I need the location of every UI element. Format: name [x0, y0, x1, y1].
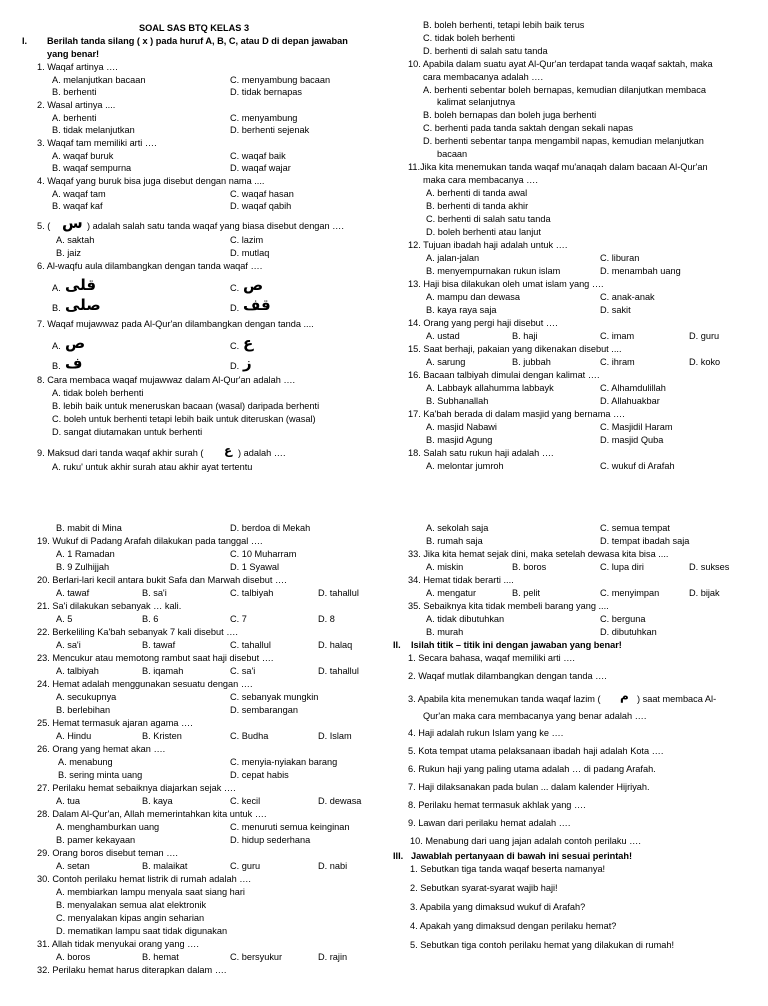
text-line: 2. Waqaf mutlak dilambangkan dengan tanda ….	[408, 671, 607, 681]
text-line: C. berhenti pada tanda saktah dengan sekali napas	[423, 123, 633, 133]
text-line: C. anak-anak	[600, 292, 655, 302]
text-line: B. boros	[512, 562, 547, 572]
text-line: SOAL SAS BTQ KELAS 3	[139, 23, 250, 33]
text-line: A.	[52, 341, 61, 351]
text-line: D. waqaf qabih	[230, 201, 292, 211]
text-line: 23. Mencukur atau memotong rambut saat haji disebut ….	[37, 653, 274, 663]
text-line: D. sukses	[689, 562, 730, 572]
text-line: C. lupa diri	[600, 562, 644, 572]
text-line: C. Budha	[230, 731, 269, 741]
text-line: A. 5	[56, 614, 73, 624]
text-line: A. saktah	[56, 235, 95, 245]
text-line: A. Hindu	[56, 731, 92, 741]
text-line: C. sa'i	[230, 666, 256, 676]
text-line: A. sa'i	[56, 640, 81, 650]
text-line: B. boleh bernapas dan boleh juga berhenti	[423, 110, 597, 120]
text-line: B. tidak melanjutkan	[52, 125, 135, 135]
text-line: A. tidak boleh berhenti	[52, 388, 144, 398]
text-line: D. sembarangan	[230, 705, 298, 715]
text-line: 5. (	[37, 221, 51, 231]
text-line: 4. Haji adalah rukun Islam yang ke ….	[408, 728, 564, 738]
text-line: 16. Bacaan talbiyah dimulai dengan kalimat ….	[408, 370, 600, 380]
text-line: C. waqaf hasan	[230, 189, 294, 199]
text-line: B. jaiz	[56, 248, 82, 258]
text-line: 7. Haji dilaksanakan pada bulan ... dalam kalender Hijriyah.	[408, 782, 650, 792]
text-line: 10. Menabung dari uang jajan adalah contoh perilaku ….	[410, 836, 641, 846]
text-line: C. Masjidil Haram	[600, 422, 673, 432]
text-line: D. berhenti sejenak	[230, 125, 310, 135]
text-line: 1. Secara bahasa, waqaf memiliki arti ….	[408, 653, 575, 663]
text-line: C. menyalakan kipas angin seharian	[56, 913, 205, 923]
text-line: A.	[52, 283, 61, 293]
text-line: C. talbiyah	[230, 588, 274, 598]
text-line: C. semua tempat	[600, 523, 670, 533]
text-line: D. tidak bernapas	[230, 87, 303, 97]
text-line: B. sa'i	[142, 588, 167, 598]
text-line: A. Labbayk allahumma labbayk	[426, 383, 554, 393]
text-line: C. menyambung	[230, 113, 298, 123]
text-line: 5. Sebutkan tiga contoh perilaku hemat yang dilakukan di rumah!	[410, 940, 675, 950]
text-line: A. secukupnya	[56, 692, 117, 702]
text-line: 7. Waqaf mujawwaz pada Al-Qur'an dilambangkan dengan tanda ....	[37, 319, 314, 329]
text-line: C. imam	[600, 331, 635, 341]
text-line: Jawablah pertanyaan di bawah ini sesuai perintah!	[411, 851, 633, 861]
text-line: D. mutlaq	[230, 248, 270, 258]
arabic-waqaf-sign: م	[620, 689, 629, 703]
arabic-waqaf-sign: صلى	[65, 296, 101, 314]
text-line: D. berhenti sebentar tanpa mengambil napas, kemudian melanjutkan	[423, 136, 704, 146]
text-line: II.	[393, 640, 401, 650]
text-line: A. menabung	[58, 757, 113, 767]
text-line: B. hemat	[142, 952, 179, 962]
text-line: A. melontar jumroh	[426, 461, 504, 471]
text-line: 12. Tujuan ibadah haji adalah untuk ….	[408, 240, 568, 250]
arabic-waqaf-sign: ز	[243, 354, 252, 372]
text-line: kalimat selanjutnya	[437, 97, 516, 107]
text-line: B. rumah saja	[426, 536, 483, 546]
text-line: B. jubbah	[512, 357, 551, 367]
text-line: C. menyimpan	[600, 588, 660, 598]
text-line: D. dibutuhkan	[600, 627, 657, 637]
text-line: B. berlebihan	[56, 705, 111, 715]
text-line: A. tidak dibutuhkan	[426, 614, 505, 624]
text-line: D. cepat habis	[230, 770, 289, 780]
text-line: 11.Jika kita menemukan tanda waqaf mu'anaqah dalam bacaan Al-Qur'an	[408, 162, 708, 172]
arabic-waqaf-sign: ص	[243, 276, 264, 294]
text-line: 13. Haji bisa dilakukan oleh umat islam yang ….	[408, 279, 604, 289]
text-line: C. berguna	[600, 614, 646, 624]
text-line: 1. Waqaf artinya ….	[37, 62, 118, 72]
text-line: 8. Cara membaca waqaf mujawwaz dalam Al-Qur'an adalah ….	[37, 375, 296, 385]
text-line: A. 1 Ramadan	[56, 549, 115, 559]
text-line: C. kecil	[230, 796, 261, 806]
text-line: 9. Lawan dari perilaku hemat adalah ….	[408, 818, 571, 828]
text-line: A. miskin	[426, 562, 464, 572]
text-line: D. tahallul	[318, 588, 359, 598]
text-line: B. malaikat	[142, 861, 188, 871]
text-line: A. waqaf tam	[52, 189, 106, 199]
text-line: 30. Contoh perilaku hemat listrik di rumah adalah ….	[37, 874, 251, 884]
text-line: A. ustad	[426, 331, 460, 341]
text-line: 1. Sebutkan tiga tanda waqaf beserta namanya!	[410, 864, 606, 874]
text-line: C. waqaf baik	[230, 151, 286, 161]
text-line: ) saat membaca Al-	[637, 694, 717, 704]
text-line: B. berhenti	[52, 87, 97, 97]
text-line: 35. Sebaiknya kita tidak membeli barang yang ....	[408, 601, 609, 611]
text-line: B. waqaf sempurna	[52, 163, 132, 173]
text-line: D. Allahuakbar	[600, 396, 660, 406]
text-line: B. iqamah	[142, 666, 184, 676]
text-line: 31. Allah tidak menyukai orang yang ….	[37, 939, 199, 949]
text-line: 8. Perilaku hemat termasuk akhlak yang ….	[408, 800, 586, 810]
exam-page-2	[0, 503, 768, 1006]
text-line: A. berhenti	[52, 113, 97, 123]
arabic-waqaf-sign: قلى	[65, 276, 97, 294]
text-line: cara membacanya adalah ….	[423, 72, 544, 82]
text-line: 3. Apabila yang dimaksud wukuf di Arafah?	[410, 902, 586, 912]
text-line: C. liburan	[600, 253, 640, 263]
text-line: D. nabi	[318, 861, 348, 871]
text-line: 32. Perilaku hemat harus diterapkan dalam ….	[37, 965, 227, 975]
text-line: C. guru	[230, 861, 261, 871]
text-line: A. mampu dan dewasa	[426, 292, 520, 302]
text-line: 27. Perilaku hemat sebaiknya diajarkan sejak ….	[37, 783, 236, 793]
text-line: B. berhenti di tanda akhir	[426, 201, 529, 211]
text-line: C. boleh untuk berhenti tetapi lebih baik untuk diteruskan (wasal)	[52, 414, 316, 424]
text-line: C. Alhamdulillah	[600, 383, 666, 393]
text-line: 18. Salah satu rukun haji adalah ….	[408, 448, 554, 458]
text-line: C. lazim	[230, 235, 264, 245]
text-line: C. ihram	[600, 357, 635, 367]
text-line: 6. Rukun haji yang paling utama adalah … di padang Arafah.	[408, 764, 656, 774]
text-line: A. melanjutkan bacaan	[52, 75, 146, 85]
text-line: 5. Kota tempat utama pelaksanaan ibadah haji adalah Kota ….	[408, 746, 664, 756]
text-line: Berilah tanda silang ( x ) pada huruf A, B, C, atau D di depan jawaban	[47, 36, 348, 46]
text-line: B. menyempurnakan rukun islam	[426, 266, 561, 276]
text-line: B. pamer kekayaan	[56, 835, 136, 845]
text-line: D.	[230, 303, 240, 313]
text-line: B. waqaf kaf	[52, 201, 103, 211]
text-line: C. bersyukur	[230, 952, 283, 962]
text-line: A. waqaf buruk	[52, 151, 114, 161]
text-line: D. rajin	[318, 952, 348, 962]
text-line: 26. Orang yang hemat akan ….	[37, 744, 166, 754]
text-line: A. jalan-jalan	[426, 253, 480, 263]
text-line: 2. Wasal artinya ....	[37, 100, 116, 110]
arabic-waqaf-sign: س	[62, 214, 83, 232]
text-line: B. murah	[426, 627, 464, 637]
text-line: 10. Apabila dalam suatu ayat Al-Qur'an terdapat tanda waqaf saktah, maka	[408, 59, 713, 69]
text-line: I.	[22, 36, 28, 46]
text-line: 3. Apabila kita menemukan tanda waqaf lazim (	[408, 694, 601, 704]
text-line: D. hidup sederhana	[230, 835, 311, 845]
text-line: D. berhenti di salah satu tanda	[423, 46, 548, 56]
text-line: C. 7	[230, 614, 247, 624]
text-line: D.	[230, 361, 240, 371]
text-line: A. masjid Nabawi	[426, 422, 497, 432]
text-line: 34. Hemat tidak berarti ....	[408, 575, 514, 585]
text-line: D. 1 Syawal	[230, 562, 280, 572]
text-line: B. boleh berhenti, tetapi lebih baik terus	[423, 20, 585, 30]
text-line: C. 10 Muharram	[230, 549, 297, 559]
text-line: A. setan	[56, 861, 90, 871]
text-line: B. pelit	[512, 588, 541, 598]
text-line: C.	[230, 283, 240, 293]
text-line: B. masjid Agung	[426, 435, 493, 445]
text-line: 33. Jika kita hemat sejak dini, maka setelah dewasa kita bisa ....	[408, 549, 669, 559]
text-line: 14. Orang yang pergi haji disebut ….	[408, 318, 558, 328]
text-line: 15. Saat berhaji, pakaian yang dikenakan disebut ....	[408, 344, 622, 354]
text-line: 2. Sebutkan syarat-syarat wajib haji!	[410, 883, 558, 893]
text-line: A. tawaf	[56, 588, 90, 598]
text-line: 24. Hemat adalah menggunakan sesuatu dengan ….	[37, 679, 253, 689]
text-line: 4. Waqaf yang buruk bisa juga disebut dengan nama ....	[37, 176, 265, 186]
text-line: D. berdoa di Mekah	[230, 523, 311, 533]
text-line: C. menuruti semua keinginan	[230, 822, 350, 832]
text-line: B. kaya raya saja	[426, 305, 497, 315]
arabic-waqaf-sign: ع	[243, 334, 254, 352]
text-line: B.	[52, 361, 61, 371]
text-line: A. sekolah saja	[426, 523, 489, 533]
text-line: D. dewasa	[318, 796, 362, 806]
text-line: D. sangat diutamakan untuk berhenti	[52, 427, 203, 437]
text-line: D. koko	[689, 357, 721, 367]
text-line: B. Subhanallah	[426, 396, 489, 406]
text-line: B. menyalakan semua alat elektronik	[56, 900, 207, 910]
text-line: C.	[230, 341, 240, 351]
text-line: D. guru	[689, 331, 720, 341]
text-line: B. Kristen	[142, 731, 182, 741]
text-line: 19. Wukuf di Padang Arafah dilakukan pada tanggal ….	[37, 536, 263, 546]
text-line: bacaan	[437, 149, 468, 159]
text-line: A. membiarkan lampu menyala saat siang hari	[56, 887, 245, 897]
text-line: maka cara membacanya ….	[423, 175, 538, 185]
text-line: A. boros	[56, 952, 91, 962]
text-line: A. sarung	[426, 357, 466, 367]
text-line: B. tawaf	[142, 640, 176, 650]
text-line: yang benar!	[47, 49, 100, 59]
text-line: III.	[393, 851, 404, 861]
text-line: A. berhenti sebentar boleh bernapas, kemudian dilanjutkan membaca	[423, 85, 706, 95]
text-line: C. berhenti di salah satu tanda	[426, 214, 551, 224]
text-line: C. tahallul	[230, 640, 271, 650]
text-line: D. halaq	[318, 640, 353, 650]
text-line: 29. Orang boros disebut teman ….	[37, 848, 178, 858]
text-line: D. masjid Quba	[600, 435, 664, 445]
text-line: D. tempat ibadah saja	[600, 536, 690, 546]
arabic-waqaf-sign: قف	[243, 296, 271, 314]
text-line: Isilah titik – titik ini dengan jawaban yang benar!	[411, 640, 622, 650]
text-line: C. wukuf di Arafah	[600, 461, 675, 471]
text-line: 3. Waqaf tam memiliki arti ….	[37, 138, 157, 148]
text-line: C. menyia-nyiakan barang	[230, 757, 338, 767]
text-line: C. sebanyak mungkin	[230, 692, 319, 702]
text-line: D. bijak	[689, 588, 720, 598]
text-line: B. 9 Zulhijjah	[56, 562, 110, 572]
text-line: B. mabit di Mina	[56, 523, 122, 533]
text-line: D. mematikan lampu saat tidak digunakan	[56, 926, 228, 936]
text-line: ) adalah ….	[238, 448, 286, 458]
text-line: A. mengatur	[426, 588, 477, 598]
text-line: 6. Al-waqfu aula dilambangkan dengan tanda waqaf ….	[37, 261, 263, 271]
text-line: A. berhenti di tanda awal	[426, 188, 528, 198]
text-line: B. haji	[512, 331, 538, 341]
text-line: 4. Apakah yang dimaksud dengan perilaku hemat?	[410, 921, 617, 931]
text-line: D. Islam	[318, 731, 352, 741]
text-line: D. menambah uang	[600, 266, 681, 276]
text-line: 25. Hemat termasuk ajaran agama ….	[37, 718, 193, 728]
text-line: B. 6	[142, 614, 159, 624]
text-line: A. tua	[56, 796, 81, 806]
text-line: 21. Sa'i dilakukan sebanyak … kali.	[37, 601, 182, 611]
text-line: D. waqaf wajar	[230, 163, 291, 173]
text-line: B. kaya	[142, 796, 173, 806]
text-line: 17. Ka'bah berada di dalam masjid yang bernama ….	[408, 409, 625, 419]
text-line: D. 8	[318, 614, 335, 624]
text-line: C. tidak boleh berhenti	[423, 33, 515, 43]
text-line: A. ruku' untuk akhir surah atau akhir ayat tertentu	[52, 462, 253, 472]
arabic-waqaf-sign: ص	[65, 334, 86, 352]
text-line: Qur'an maka cara membacanya yang benar adalah ….	[423, 711, 647, 721]
text-line: B. lebih baik untuk meneruskan bacaan (wasal) daripada berhenti	[52, 401, 320, 411]
text-line: 22. Berkeliling Ka'bah sebanyak 7 kali disebut ….	[37, 627, 238, 637]
text-line: A. menghamburkan uang	[56, 822, 160, 832]
arabic-waqaf-sign: ع	[224, 443, 233, 457]
text-line: B. sering minta uang	[58, 770, 143, 780]
text-line: A. talbiyah	[56, 666, 99, 676]
arabic-waqaf-sign: ف	[65, 354, 83, 372]
text-line: 20. Berlari-lari kecil antara bukit Safa dan Marwah disebut ….	[37, 575, 287, 585]
text-line: ) adalah salah satu tanda waqaf yang biasa disebut dengan ….	[87, 221, 344, 231]
text-line: 9. Maksud dari tanda waqaf akhir surah (	[37, 448, 204, 458]
text-line: D. boleh berhenti atau lanjut	[426, 227, 541, 237]
text-line: 28. Dalam Al-Qur'an, Allah memerintahkan kita untuk ….	[37, 809, 267, 819]
text-line: D. sakit	[600, 305, 631, 315]
text-line: D. tahallul	[318, 666, 359, 676]
text-line: C. menyambung bacaan	[230, 75, 331, 85]
text-line: B.	[52, 303, 61, 313]
